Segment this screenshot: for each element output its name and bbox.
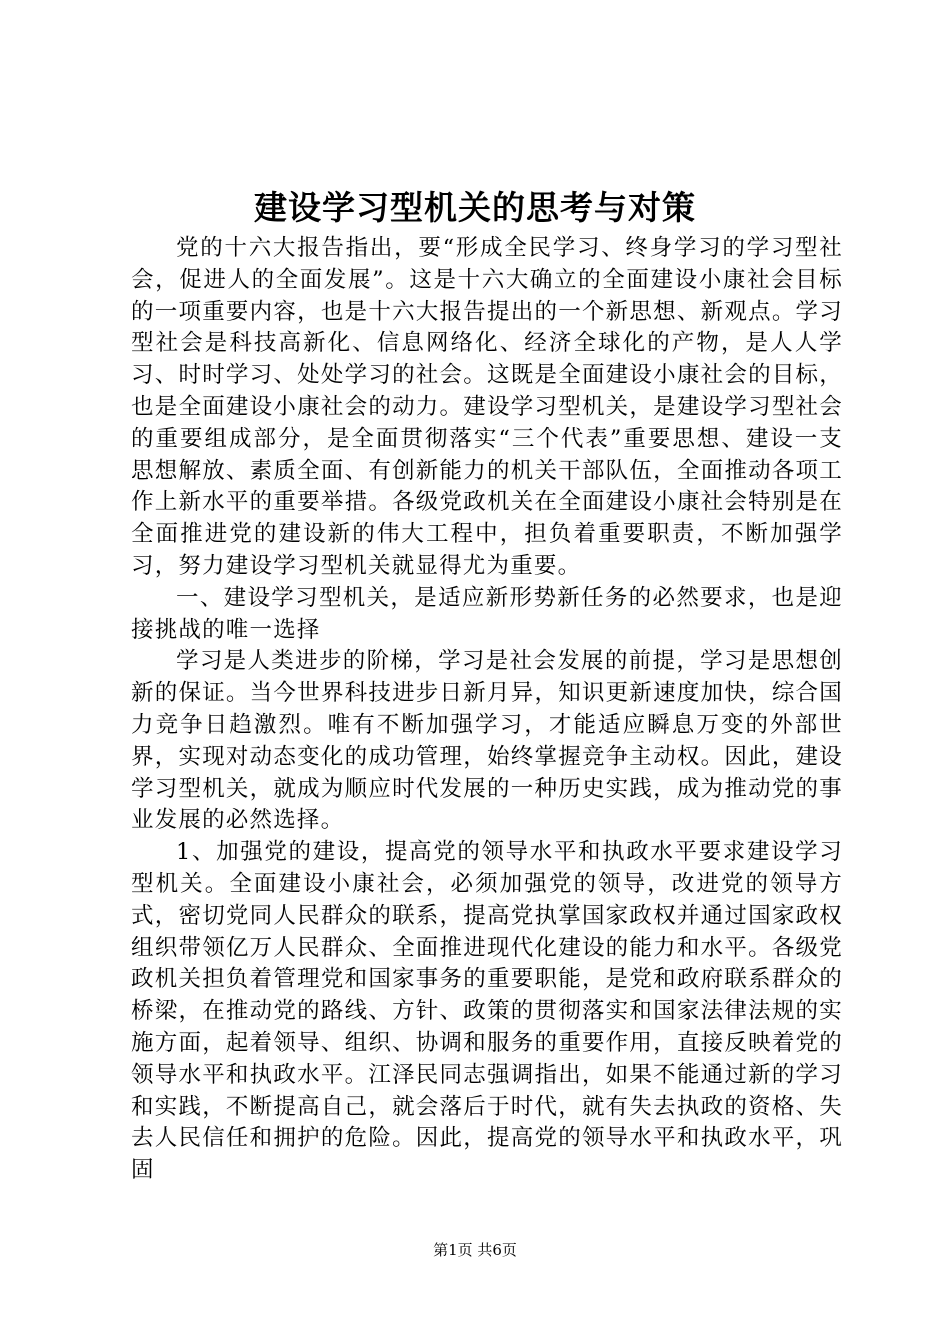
paragraph-point-1: 1、加强党的建设，提高党的领导水平和执政水平要求建设学习型机关。全面建设小康社会，必须加强党的领导，改进党的领导方式，密切党同人民群众的联系，提高党执掌国家政权并通过国家政权组织带领亿万人民群众、全面推进现代化建设的能力和水平。各级党政机关担负着管理党和国家事务的重要职能，是党和政府联系群众的桥梁，在推动党的路线、方针、政策的贯彻落实和国家法律法规的实施方面，起着领导、组织、协调和服务的重要作用，直接反映着党的领导水平和执政水平。江泽民同志强调指出，如果不能通过新的学习和实践，不断提高自己，就会落后于时代，就有失去执政的资格、失去人民信任和拥护的危险。因此，提高党的领导水平和执政水平，巩固 [131, 839, 843, 1184]
document-title: 建设学习型机关的思考与对策 [254, 188, 696, 227]
paragraph-intro: 党的十六大报告指出，要“形成全民学习、终身学习的学习型社会，促进人的全面发展”。这是十六大确立的全面建设小康社会目标的一项重要内容，也是十六大报告提出的一个新思想、新观点。学习型社会是科技高新化、信息网络化、经济全球化的产物，是人人学习、时时学习、处处学习的社会。这既是全面建设小康社会的目标，也是全面建设小康社会的动力。建设学习型机关，是建设学习型社会的重要组成部分，是全面贯彻落实“三个代表”重要思想、建设一支思想解放、素质全面、有创新能力的机关干部队伍，全面推动各项工作上新水平的重要举措。各级党政机关在全面建设小康社会特别是在全面推进党的建设新的伟大工程中，担负着重要职责，不断加强学习，努力建设学习型机关就显得尤为重要。 [131, 235, 843, 579]
section-heading-1: 一、建设学习型机关，是适应新形势新任务的必然要求，也是迎接挑战的唯一选择 [131, 584, 843, 643]
paragraph-section-1: 学习是人类进步的阶梯，学习是社会发展的前提，学习是思想创新的保证。当今世界科技进步日新月异，知识更新速度加快，综合国力竞争日趋激烈。唯有不断加强学习，才能适应瞬息万变的外部世界，实现对动态变化的成功管理，始终掌握竞争主动权。因此，建设学习型机关，就成为顺应时代发展的一种历史实践，成为推动党的事业发展的必然选择。 [131, 648, 843, 834]
page-number-footer: 第1页 共6页 [433, 1241, 517, 1259]
document-body [131, 233, 843, 1187]
